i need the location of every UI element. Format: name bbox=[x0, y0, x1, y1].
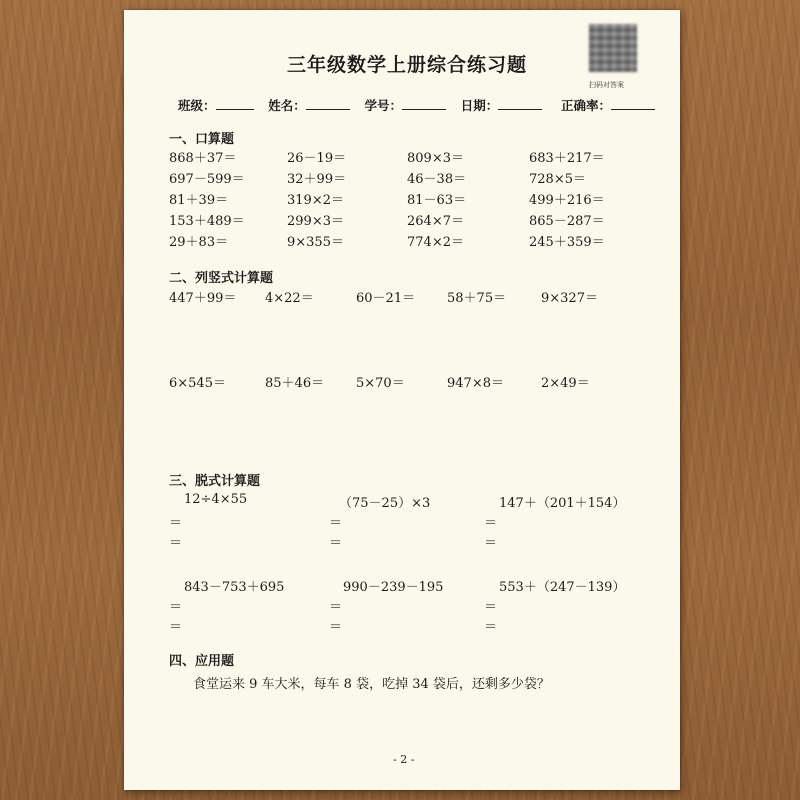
stepwise-expression: 990－239－195 bbox=[343, 580, 444, 595]
class-label: 班级： bbox=[178, 98, 216, 113]
name-label: 姓名： bbox=[268, 98, 306, 113]
equals-sign: ＝ bbox=[484, 536, 498, 551]
student-info-row bbox=[178, 96, 655, 114]
section1-heading: 一、口算题 bbox=[169, 132, 235, 147]
page-number: - 2 - bbox=[393, 753, 415, 766]
vertical-exercise: 9×327＝ bbox=[541, 291, 598, 306]
section2-heading: 二、列竖式计算题 bbox=[169, 271, 274, 286]
oral-exercise: 774×2＝ bbox=[407, 235, 464, 250]
oral-exercise: 809×3＝ bbox=[407, 151, 464, 166]
equals-sign: ＝ bbox=[169, 516, 183, 531]
accuracy-blank[interactable] bbox=[611, 97, 655, 110]
oral-exercise: 32＋99＝ bbox=[287, 172, 347, 187]
oral-exercise: 26－19＝ bbox=[287, 151, 347, 166]
vertical-exercise: 60－21＝ bbox=[356, 291, 416, 306]
equals-sign: ＝ bbox=[484, 600, 498, 615]
date-label: 日期： bbox=[460, 98, 499, 113]
class-blank[interactable] bbox=[216, 97, 254, 110]
vertical-exercise: 4×22＝ bbox=[265, 291, 314, 306]
vertical-exercise: 58＋75＝ bbox=[447, 291, 507, 306]
equals-sign: ＝ bbox=[329, 516, 343, 531]
oral-exercise: 9×355＝ bbox=[287, 235, 344, 250]
stepwise-expression: 147＋（201＋154） bbox=[499, 496, 626, 511]
oral-exercise: 46－38＝ bbox=[407, 172, 467, 187]
stepwise-expression: 553＋（247－139） bbox=[499, 580, 626, 595]
equals-sign: ＝ bbox=[484, 620, 498, 635]
oral-exercise: 868＋37＝ bbox=[169, 151, 237, 166]
stepwise-expression: 12÷4×55 bbox=[184, 492, 248, 507]
oral-exercise: 264×7＝ bbox=[407, 214, 464, 229]
name-blank[interactable] bbox=[306, 97, 350, 110]
oral-exercise: 153＋489＝ bbox=[169, 214, 245, 229]
date-blank[interactable] bbox=[498, 97, 542, 110]
equals-sign: ＝ bbox=[329, 620, 343, 635]
stepwise-expression: 843－753＋695 bbox=[184, 580, 285, 595]
vertical-exercise: 947×8＝ bbox=[447, 376, 504, 391]
oral-exercise: 499＋216＝ bbox=[529, 193, 605, 208]
id-blank[interactable] bbox=[402, 97, 446, 110]
worksheet-page bbox=[124, 10, 680, 790]
vertical-exercise: 85＋46＝ bbox=[265, 376, 325, 391]
equals-sign: ＝ bbox=[169, 536, 183, 551]
oral-exercise: 81－63＝ bbox=[407, 193, 467, 208]
id-label: 学号： bbox=[364, 98, 402, 113]
equals-sign: ＝ bbox=[484, 516, 498, 531]
oral-exercise: 697－599＝ bbox=[169, 172, 245, 187]
stepwise-expression: （75－25）×3 bbox=[339, 496, 431, 511]
accuracy-label: 正确率： bbox=[560, 98, 611, 113]
oral-exercise: 299×3＝ bbox=[287, 214, 344, 229]
equals-sign: ＝ bbox=[169, 600, 183, 615]
oral-exercise: 245＋359＝ bbox=[529, 235, 605, 250]
qr-code-image bbox=[589, 24, 637, 72]
section4-heading: 四、应用题 bbox=[169, 654, 235, 669]
word-problem: 食堂运来 9 车大米，每车 8 袋，吃掉 34 袋后，还剩多少袋？ bbox=[193, 677, 550, 692]
equals-sign: ＝ bbox=[169, 620, 183, 635]
page-title: 三年级数学上册综合练习题 bbox=[287, 54, 528, 76]
oral-exercise: 728×5＝ bbox=[529, 172, 586, 187]
oral-exercise: 319×2＝ bbox=[287, 193, 344, 208]
qr-caption: 扫码对答案 bbox=[589, 81, 624, 89]
section3-heading: 三、脱式计算题 bbox=[169, 474, 261, 489]
vertical-exercise: 2×49＝ bbox=[541, 376, 590, 391]
oral-exercise: 683＋217＝ bbox=[529, 151, 605, 166]
vertical-exercise: 5×70＝ bbox=[356, 376, 405, 391]
equals-sign: ＝ bbox=[329, 536, 343, 551]
vertical-exercise: 447＋99＝ bbox=[169, 291, 237, 306]
oral-exercise: 865－287＝ bbox=[529, 214, 605, 229]
oral-exercise: 81＋39＝ bbox=[169, 193, 229, 208]
vertical-exercise: 6×545＝ bbox=[169, 376, 226, 391]
oral-exercise: 29＋83＝ bbox=[169, 235, 229, 250]
equals-sign: ＝ bbox=[329, 600, 343, 615]
